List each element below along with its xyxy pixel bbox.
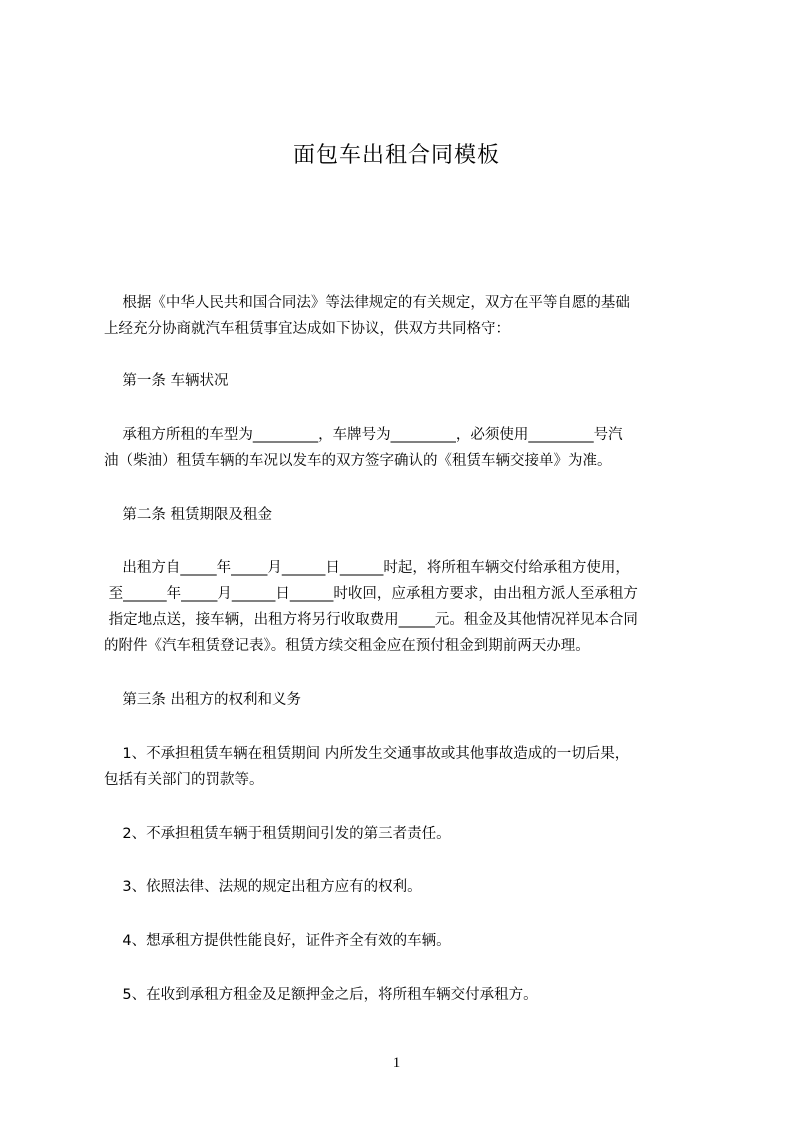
article-3-heading: 第三条 出租方的权利和义务 [104,692,302,708]
article-2-body-line-1: 出租方自_____年_____月______日______时起，将所租车辆交付给承租方使用， [104,560,630,576]
article-3-item-2: 2、不承担租赁车辆于租赁期间引发的第三者责任。 [104,826,451,842]
article-2-body-line-4: 的附件《汽车租赁登记表》。租赁方续交租金应在预付租金到期前两天办理。 [104,638,590,654]
paragraph-preamble-line-1: 根据《中华人民共和国合同法》等法律规定的有关规定，双方在平等自愿的基础 [104,295,630,311]
article-3-item-4: 4、想承租方提供性能良好，证件齐全有效的车辆。 [104,933,451,949]
article-1-heading: 第一条 车辆状况 [104,373,229,389]
article-1-body-line-1: 承租方所租的车型为_________，车牌号为_________，必须使用_________号汽 [104,427,623,443]
page-number: 1 [392,1055,401,1071]
article-3-item-1-line-1: 1、不承担租赁车辆在租赁期间 内所发生交通事故或其他事故造成的一切后果， [104,746,630,762]
article-2-body-line-2: 至______年_____月______日______时收回，应承租方要求，由出租方派人至承租方 [104,586,638,602]
article-2-body-line-3: 指定地点送，接车辆，出租方将另行收取费用_____元。租金及其他情况祥见本合同 [104,612,638,628]
article-2-heading: 第二条 租赁期限及租金 [104,507,273,523]
article-3-item-5: 5、在收到承租方租金及足额押金之后，将所租车辆交付承租方。 [104,987,538,1003]
article-3-item-1-line-2: 包括有关部门的罚款等。 [104,772,264,788]
paragraph-preamble-line-2: 上经充分协商就汽车租赁事宜达成如下协议，供双方共同格守： [104,321,510,337]
document-title: 面包车出租合同模板 [292,143,500,168]
article-3-item-3: 3、依照法律、法规的规定出租方应有的权利。 [104,879,422,895]
article-1-body-line-2: 油（柴油）租赁车辆的车况以发车的双方签字确认的《租赁车辆交接单》为准。 [104,453,612,469]
